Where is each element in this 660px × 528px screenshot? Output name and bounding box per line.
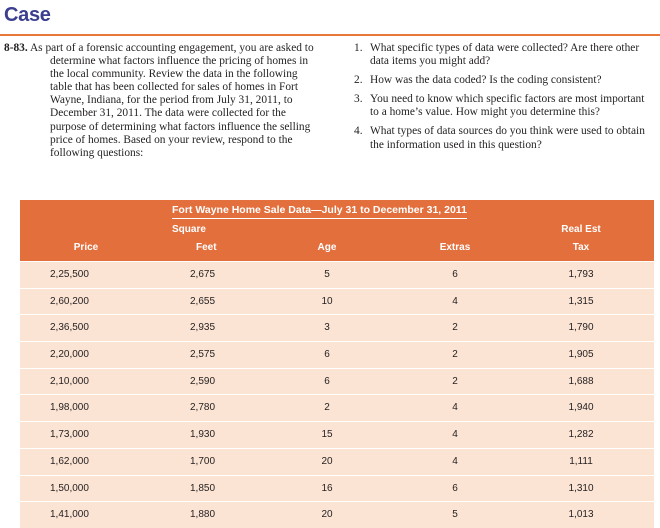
cell-age: 3 [324,322,330,334]
table-row [20,421,654,448]
home-sale-table [20,200,654,521]
cell-extras: 2 [452,322,458,334]
cell-age: 2 [324,402,330,414]
cell-sqft: 2,575 [190,349,216,361]
problem-paragraph [4,42,322,160]
cell-sqft: 2,590 [190,375,216,387]
cell-price: 1,50,000 [50,482,89,494]
problem-text: As part of a forensic accounting engagement, you are asked to determine what factors influence the pricing of homes in the local community. Review the data in the following table that has been collected for sales of homes in Fort Wayne, Indiana, for the period from July 31, 2011, to December 31, 2011. The data were collected for the purpose of determining what factors influence the selling price of homes. Based on your review, respond to the following questions: [29,42,314,159]
cell-age: 10 [321,295,333,307]
question-text: What specific types of data were collected? Are there other data items you might add? [370,42,640,68]
table-row [20,394,654,421]
cell-tax: 1,111 [569,455,593,467]
cell-tax: 1,315 [568,295,594,307]
question-item [354,93,654,119]
cell-extras: 2 [452,375,458,387]
question-number: 2. [354,74,363,87]
table-row [20,288,654,315]
cell-extras: 2 [452,349,458,361]
cell-age: 5 [324,269,330,280]
cell-age: 16 [321,482,333,494]
cell-tax: 1,688 [568,375,594,387]
header-tax-line2: Tax [572,242,590,253]
table-row [20,341,654,368]
cell-sqft: 2,935 [190,322,216,334]
header-price: Price [73,242,99,253]
problem-number: 8-83. [4,42,28,54]
question-text: What types of data sources do you think were used to obtain the information used in this question? [370,125,645,151]
cell-price: 2,10,000 [50,375,89,387]
table-row [20,475,654,502]
table-row [20,448,654,475]
cell-tax: 1,940 [568,402,594,414]
question-item [354,42,654,68]
cell-price: 1,62,000 [50,455,89,467]
question-item [354,74,654,87]
question-text: You need to know which specific factors are most important to a home’s value. How might you determine this? [370,93,645,119]
cell-price: 1,98,000 [50,402,89,414]
cell-price: 1,41,000 [50,509,89,521]
problem-statement [4,42,322,160]
cell-tax: 1,013 [568,509,594,521]
cell-extras: 6 [452,269,458,280]
cell-sqft: 1,880 [190,509,216,521]
header-age: Age [317,242,337,253]
cell-extras: 4 [452,295,458,307]
cell-price: 2,20,000 [50,349,89,361]
case-header [0,0,660,36]
cell-age: 6 [324,375,330,387]
cell-sqft: 2,780 [190,402,216,414]
cell-sqft: 2,655 [190,295,216,307]
cell-price: 1,73,000 [50,429,89,441]
cell-tax: 1,790 [568,322,594,334]
case-title: Case [4,4,51,26]
table-title: Fort Wayne Home Sale Data—July 31 to December 31, 2011 [172,204,467,219]
cell-age: 20 [321,509,333,521]
header-sqft-line1: Square [172,224,206,235]
table-row [20,314,654,341]
question-text: How was the data coded? Is the coding consistent? [370,74,602,87]
cell-tax: 1,905 [568,349,594,361]
table-row [20,501,654,528]
header-tax-line1: Real Est [561,224,601,235]
question-item [354,125,654,151]
cell-age: 20 [321,455,333,467]
table-row [20,368,654,395]
header-sqft-line2: Feet [196,242,217,253]
cell-tax: 1,310 [568,482,594,494]
cell-tax: 1,793 [568,269,594,280]
cell-extras: 6 [452,482,458,494]
cell-extras: 4 [452,402,458,414]
cell-sqft: 1,700 [190,455,216,467]
question-number: 4. [354,125,363,138]
table-row [20,261,654,288]
cell-extras: 4 [452,429,458,441]
question-number: 3. [354,93,363,106]
question-list [354,42,654,158]
cell-age: 15 [321,429,333,441]
cell-sqft: 2,675 [190,269,216,280]
cell-sqft: 1,850 [190,482,216,494]
cell-tax: 1,282 [568,429,594,441]
cell-extras: 4 [452,455,458,467]
table-body [20,261,654,528]
table-header [20,200,654,261]
cell-age: 6 [324,349,330,361]
cell-price: 2,60,200 [50,295,89,307]
cell-extras: 5 [452,509,458,521]
cell-sqft: 1,930 [190,429,216,441]
question-number: 1. [354,42,363,54]
cell-price: 2,25,500 [50,269,89,280]
header-extras: Extras [439,242,471,253]
cell-price: 2,36,500 [50,322,89,334]
